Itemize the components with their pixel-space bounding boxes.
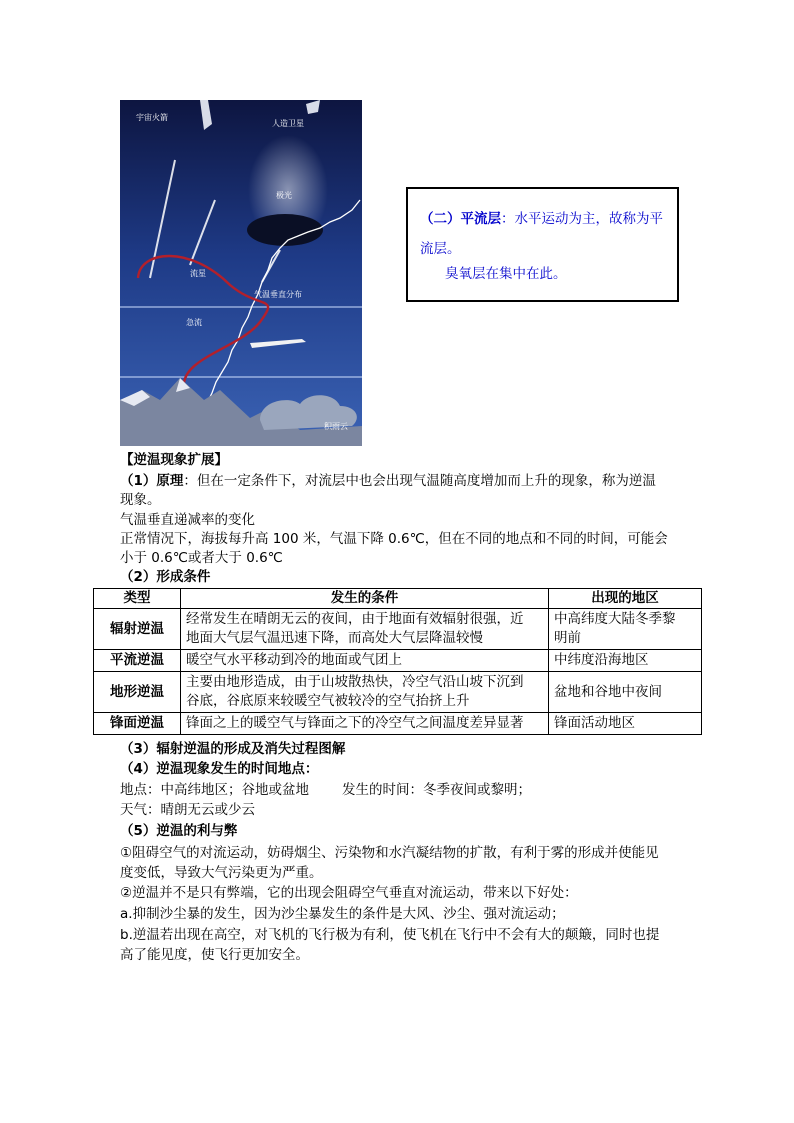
- formation-conditions-table: [93, 588, 702, 735]
- row-condition: [181, 609, 549, 650]
- table-header-row: [94, 589, 702, 609]
- row-area: 盆地和谷地中夜间: [549, 672, 702, 713]
- header-area: 出现的地区: [549, 589, 702, 609]
- row-type: 平流逆温: [94, 650, 181, 672]
- radiation-diagram-heading: （3）辐射逆温的形成及消失过程图解: [120, 741, 346, 757]
- condition-line: 地面大气层气温迅速下降，而高处大气层降温较慢: [186, 630, 483, 646]
- header-type: 类型: [94, 589, 181, 609]
- table-row: [94, 672, 702, 713]
- atmosphere-illustration: [120, 100, 362, 446]
- pro-item-b2: 高了能见度，使飞行更加安全。: [120, 947, 309, 963]
- condition-line: 主要由地形造成，由于山坡散热快，冷空气沿山坡下沉到: [186, 674, 524, 690]
- con-item-1a: ①阻碍空气的对流运动，妨碍烟尘、污染物和水汽凝结物的扩散，有利于雾的形成并使能见: [120, 845, 659, 861]
- principle-cont: 现象。: [120, 492, 161, 508]
- table-row: [94, 650, 702, 672]
- label-aurora: 极光: [276, 191, 292, 200]
- row-type: 锋面逆温: [94, 713, 181, 735]
- row-type: 地形逆温: [94, 672, 181, 713]
- row-area: 中纬度沿海地区: [549, 650, 702, 672]
- row-condition: 锋面之上的暖空气与锋面之下的冷空气之间温度差异显著: [181, 713, 549, 735]
- area-line: 明前: [554, 630, 581, 646]
- condition-line: 谷底，谷底原来较暖空气被较冷的空气抬挤上升: [186, 693, 470, 709]
- row-area: [549, 609, 702, 650]
- row-type: 辐射逆温: [94, 609, 181, 650]
- row-condition: [181, 672, 549, 713]
- aurora-cloud: [247, 214, 323, 246]
- principle-line: [120, 472, 656, 491]
- lapse-rate-title: 气温垂直递减率的变化: [120, 512, 255, 528]
- time-place-heading: （4）逆温现象发生的时间地点：: [120, 761, 319, 777]
- label-temp-profile: 气温垂直分布: [254, 290, 302, 299]
- stratosphere-title: （二）平流层: [420, 211, 501, 227]
- ozone-note: 臭氧层在集中在此。: [445, 266, 567, 282]
- condition-line: 经常发生在晴朗无云的夜间，由于地面有效辐射很强，近: [186, 611, 524, 627]
- place-text: 地点：中高纬地区；谷地或盆地: [120, 782, 309, 798]
- area-line: 中高纬度大陆冬季黎: [554, 611, 676, 627]
- table-row: [94, 713, 702, 735]
- principle-label: （1）原理: [120, 473, 184, 489]
- con-item-1b: 度变低，导致大气污染更为严重。: [120, 865, 323, 881]
- inversion-heading: 【逆温现象扩展】: [120, 452, 228, 468]
- principle-text: ：但在一定条件下，对流层中也会出现气温随高度增加而上升的现象，称为逆温: [183, 473, 656, 489]
- pro-item-b1: b.逆温若出现在高空，对飞机的飞行极为有利，使飞机在飞行中不会有大的颠簸，同时也提: [120, 927, 660, 943]
- stratosphere-desc-text: ：水平运动为主，故称为平流层。: [420, 211, 663, 257]
- lapse-rate-text-2: 小于 0.6℃或者大于 0.6℃: [120, 550, 283, 566]
- label-satellite: 人造卫星: [272, 119, 304, 128]
- stratosphere-box: [406, 187, 679, 302]
- pro-intro: ②逆温并不是只有弊端，它的出现会阻碍空气垂直对流运动，带来以下好处：: [120, 885, 578, 901]
- formation-heading: （2）形成条件: [120, 569, 211, 585]
- pro-item-a: a.抑制沙尘暴的发生，因为沙尘暴发生的条件是大风、沙尘、强对流运动；: [120, 906, 565, 922]
- time-text: 发生的时间：冬季夜间或黎明；: [342, 782, 531, 798]
- header-condition: 发生的条件: [181, 589, 549, 609]
- weather-text: 天气：晴朗无云或少云: [120, 802, 255, 818]
- table-row: [94, 609, 702, 650]
- row-area: 锋面活动地区: [549, 713, 702, 735]
- label-rocket: 宇宙火箭: [136, 113, 168, 122]
- row-condition: 暖空气水平移动到冷的地面或气团上: [181, 650, 549, 672]
- lapse-rate-text-1: 正常情况下，海拔每升高 100 米，气温下降 0.6℃，但在不同的地点和不同的时间，可能会: [120, 531, 668, 547]
- label-meteor: 流星: [190, 269, 206, 278]
- label-cumulonimbus: 积雨云: [324, 422, 348, 431]
- label-jet-stream: 急流: [186, 318, 202, 327]
- pros-cons-heading: （5）逆温的利与弊: [120, 823, 238, 839]
- stratosphere-description: [420, 204, 675, 264]
- atmosphere-figure: [120, 100, 362, 446]
